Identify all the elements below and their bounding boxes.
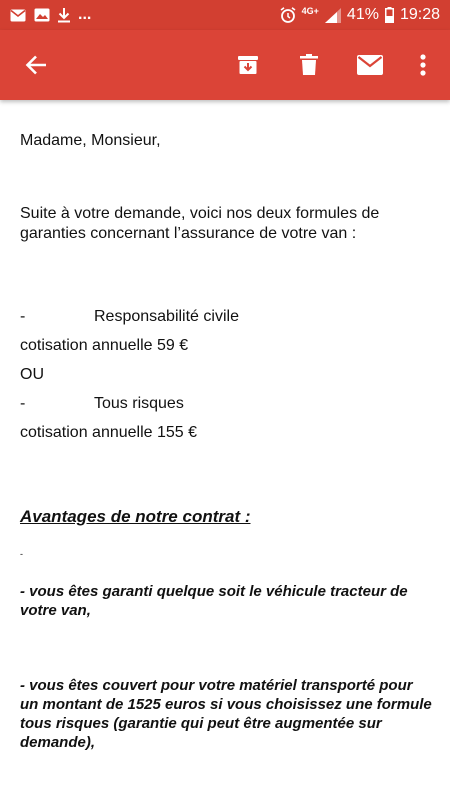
option-2-name: Tous risques [94, 395, 184, 412]
option-1-line [20, 307, 239, 327]
greeting: Madame, Monsieur, [20, 132, 161, 149]
system-icons [280, 0, 440, 30]
mark-unread-button[interactable] [347, 30, 393, 100]
mail-notification-icon [10, 9, 26, 22]
option-2-line [20, 394, 184, 414]
mark-unread-icon [357, 55, 383, 75]
option-2-dash: - [20, 395, 26, 412]
image-notification-icon [34, 8, 50, 22]
download-notification-icon [58, 8, 70, 23]
advantages-heading: Avantages de notre contrat : [20, 507, 251, 526]
more-options-button[interactable] [408, 30, 438, 100]
intro-paragraph: Suite à votre demande, voici nos deux formules de garanties concernant l’assurance de votre van : [20, 205, 380, 242]
small-dash: - [20, 549, 23, 559]
signal-icon [325, 8, 341, 23]
delete-button[interactable] [287, 30, 331, 100]
delete-icon [300, 54, 318, 76]
archive-icon [237, 55, 259, 75]
option-1-dash: - [20, 308, 26, 325]
more-vert-icon [420, 54, 426, 76]
archive-button[interactable] [226, 30, 270, 100]
battery-percentage: 41% [346, 6, 379, 23]
option-1-name: Responsabilité civile [94, 308, 239, 325]
more-notifications-text: ... [78, 6, 92, 23]
or-separator: OU [20, 366, 44, 383]
advantage-bullet-2: - vous êtes couvert pour votre matériel transporté pour un montant de 1525 euros si vous choisissez une formule tous risques (garantie qui peut être augmentée sur demande), [20, 677, 432, 751]
back-button[interactable] [14, 30, 58, 100]
option-2-price: cotisation annuelle 155 € [20, 424, 198, 441]
clock: 19:28 [399, 6, 440, 23]
advantage-bullet-1: - vous êtes garanti quelque soit le véhicule tracteur de votre van, [20, 583, 408, 619]
app-toolbar [0, 30, 450, 100]
option-1-price: cotisation annuelle 59 € [20, 337, 189, 354]
status-bar [0, 0, 450, 30]
notification-icons [10, 0, 91, 30]
battery-icon [385, 7, 394, 23]
alarm-icon [280, 7, 296, 23]
back-arrow-icon [25, 55, 47, 75]
network-type: 4G+ [301, 6, 319, 16]
